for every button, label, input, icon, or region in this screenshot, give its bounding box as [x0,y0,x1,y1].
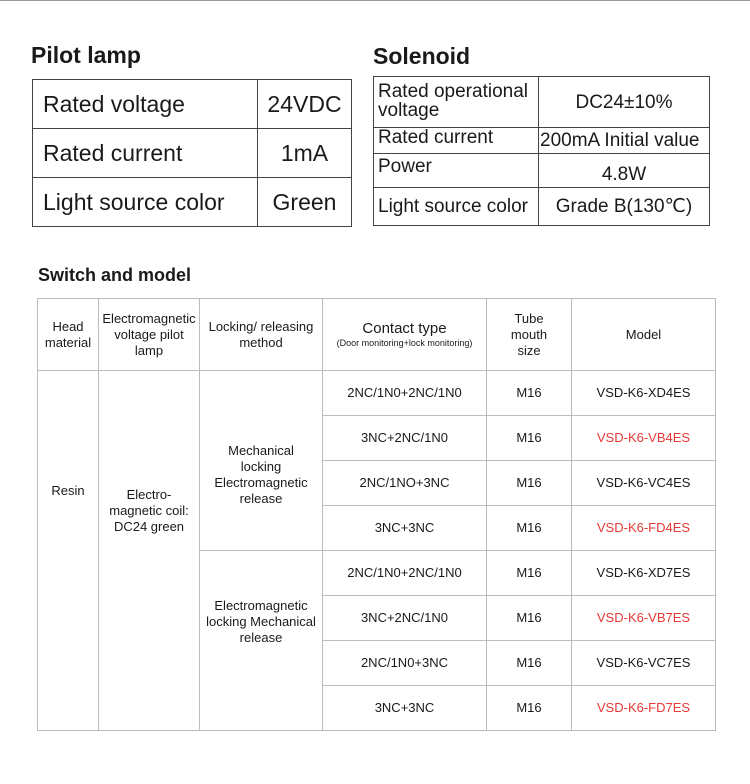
locking-method-cell: Electromagnetic locking Mechanical release [200,551,323,731]
switch-model-title: Switch and model [38,265,192,285]
contact-type-cell: 3NC+3NC [323,686,487,731]
model-cell-highlighted: VSD-K6-VB7ES [572,596,716,641]
table-header-row [38,299,716,371]
model-cell-highlighted: VSD-K6-VB4ES [572,416,716,461]
spec-label: Rated current [33,129,258,178]
locking-method-cell: Mechanical locking Electromagnetic release [200,371,323,551]
tube-size-cell: M16 [487,371,572,416]
model-cell-highlighted: VSD-K6-FD7ES [572,686,716,731]
column-header-contact-type [323,299,487,371]
spec-label: Light source color [374,188,539,226]
model-cell: VSD-K6-XD4ES [572,371,716,416]
table-row [33,178,352,227]
contact-type-cell: 2NC/1N0+2NC/1N0 [323,551,487,596]
switch-model-table [37,298,716,731]
contact-type-cell: 3NC+2NC/1N0 [323,416,487,461]
table-row [374,77,710,128]
spec-value: 200mA Initial value [539,128,710,154]
model-cell: VSD-K6-VC7ES [572,641,716,686]
table-row [374,188,710,226]
solenoid-title: Solenoid [373,43,471,69]
spec-label: Power [374,154,539,188]
top-divider [0,0,750,1]
table-row [38,371,716,416]
spec-value: Grade B(130℃) [539,188,710,226]
spec-label: Rated voltage [33,80,258,129]
tube-size-cell: M16 [487,641,572,686]
contact-type-label: Contact type [362,320,447,337]
column-header-model: Model [572,299,716,371]
spec-label: Rated operational voltage [374,77,539,128]
spec-value: 4.8W [539,154,710,188]
contact-type-cell: 3NC+3NC [323,506,487,551]
pilot-lamp-title: Pilot lamp [31,42,141,68]
contact-type-sublabel: (Door monitoring+lock monitoring) [336,338,473,348]
spec-value: 24VDC [258,80,352,129]
pilot-lamp-table [32,79,352,227]
table-row [374,154,710,188]
contact-type-cell: 2NC/1N0+3NC [323,641,487,686]
spec-value: DC24±10% [539,77,710,128]
table-row [33,129,352,178]
model-cell: VSD-K6-VC4ES [572,461,716,506]
model-cell: VSD-K6-XD7ES [572,551,716,596]
contact-type-cell: 2NC/1N0+2NC/1N0 [323,371,487,416]
tube-size-cell: M16 [487,686,572,731]
head-material-cell: Resin [38,371,99,731]
solenoid-table [373,76,710,226]
table-row [33,80,352,129]
tube-size-cell: M16 [487,416,572,461]
spec-value: Green [258,178,352,227]
contact-type-cell: 3NC+2NC/1N0 [323,596,487,641]
pilot-lamp-cell: Electro- magnetic coil: DC24 green [99,371,200,731]
spec-label: Light source color [33,178,258,227]
contact-type-cell: 2NC/1NO+3NC [323,461,487,506]
tube-size-cell: M16 [487,461,572,506]
spec-value: 1mA [258,129,352,178]
tube-size-cell: M16 [487,596,572,641]
column-header-locking: Locking/ releasing method [200,299,323,371]
column-header-head-material: Head material [38,299,99,371]
tube-size-cell: M16 [487,506,572,551]
tube-size-cell: M16 [487,551,572,596]
spec-label: Rated current [374,128,539,154]
table-row [374,128,710,154]
column-header-pilot-lamp: Electromagnetic voltage pilot lamp [99,299,200,371]
model-cell-highlighted: VSD-K6-FD4ES [572,506,716,551]
column-header-tube-size: Tube mouth size [487,299,572,371]
